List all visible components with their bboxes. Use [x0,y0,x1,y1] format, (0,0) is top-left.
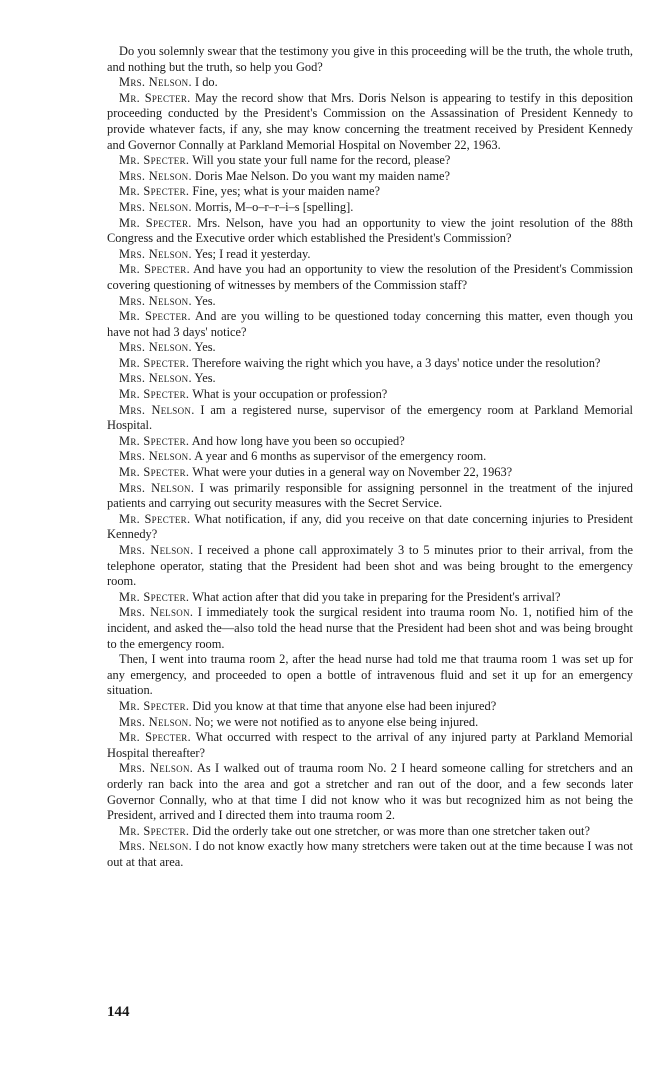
speaker-label: Mrs. Nelson. [119,340,192,355]
paragraph-text: Did you know at that time that anyone else had been injured? [192,698,497,713]
speaker-label: Mrs. Nelson. [119,839,192,854]
paragraph-text: As I walked out of trauma room No. 2 I heard someone calling for stretchers and an orderly ran back into the area and got a stretcher and ran out of the door, and a few seconds later Governor Connally, who at that time I did not know who it was but recognized him as not being the President, arrived and I directed them into trauma room 2. [107,761,633,823]
paragraph [107,216,633,247]
speaker-label: Mrs. Nelson. [119,480,195,495]
paragraph [107,652,633,699]
paragraph [107,169,633,185]
paragraph [107,200,633,216]
document-body [107,44,633,870]
paragraph [107,403,633,434]
paragraph-text: Do you solemnly swear that the testimony you give in this proceeding will be the truth, the whole truth, and nothing but the truth, so help you God? [107,44,633,74]
speaker-label: Mrs. Nelson. [119,402,195,417]
paragraph [107,294,633,310]
speaker-label: Mrs. Nelson. [119,449,192,464]
paragraph-text: Yes. [194,340,216,355]
speaker-label: Mrs. Nelson. [119,714,192,729]
paragraph-text: Doris Mae Nelson. Do you want my maiden name? [194,168,450,183]
speaker-label: Mr. Specter. [119,589,190,604]
paragraph [107,91,633,153]
paragraph-text: May the record show that Mrs. Doris Nelson is appearing to testify in this deposition proceeding conducted by the President's Commission on the Assassination of President Kennedy to provide whatever facts, if any, she may know concerning the treatment received by President Kennedy and Governor Connally at Parkland Memorial Hospital on November 22, 1963. [107,90,633,152]
paragraph [107,309,633,340]
paragraph-text: And are you willing to be questioned today concerning this matter, even though you have not had 3 days' notice? [107,309,634,339]
paragraph-text: Morris, M–o–r–r–i–s [spelling]. [194,199,354,214]
paragraph [107,839,633,870]
paragraph [107,371,633,387]
paragraph-text: And have you had an opportunity to view the resolution of the President's Commission covering questioning of witnesses by members of the Commission staff? [107,262,633,292]
speaker-label: Mr. Specter. [119,262,191,277]
paragraph [107,434,633,450]
paragraph-text: A year and 6 months as supervisor of the emergency room. [194,449,487,464]
speaker-label: Mr. Specter. [119,355,190,370]
speaker-label: Mr. Specter. [119,90,191,105]
paragraph-text: I received a phone call approximately 3 to 5 minutes prior to their arrival, from the telephone operator, stating that the President had been shot and was being brought to the emergency room. [107,543,633,589]
paragraph [107,465,633,481]
speaker-label: Mrs. Nelson. [119,605,194,620]
paragraph [107,512,633,543]
paragraph-text: What is your occupation or profession? [192,387,388,402]
paragraph [107,340,633,356]
paragraph [107,449,633,465]
speaker-label: Mrs. Nelson. [119,75,192,90]
paragraph-text: Then, I went into trauma room 2, after the head nurse had told me that trauma room 1 was set up for any emergency, and proceeded to open a bottle of intravenous fluid and set it up for an emergency situation. [107,652,633,698]
paragraph-text: What were your duties in a general way on November 22, 1963? [192,465,513,480]
paragraph-text: Will you state your full name for the record, please? [192,153,451,168]
speaker-label: Mr. Specter. [119,465,190,480]
page-number: 144 [107,1004,130,1020]
paragraph-text: I was primarily responsible for assigning personnel in the treatment of the injured patients and carrying out security measures with the Secret Service. [107,480,633,511]
paragraph [107,44,633,75]
paragraph-text: Fine, yes; what is your maiden name? [192,184,380,199]
paragraph [107,153,633,169]
paragraph [107,75,633,91]
paragraph [107,481,633,512]
paragraph [107,605,633,652]
paragraph [107,699,633,715]
paragraph [107,184,633,200]
speaker-label: Mr. Specter. [119,511,191,526]
speaker-label: Mr. Specter. [119,823,190,838]
paragraph-text: What occurred with respect to the arrival of any injured party at Parkland Memorial Hospital thereafter? [107,730,633,760]
paragraph-text: Did the orderly take out one stretcher, or was more than one stretcher taken out? [192,823,590,838]
speaker-label: Mr. Specter. [119,698,190,713]
paragraph-text: What notification, if any, did you receive on that date concerning injuries to President Kennedy? [107,511,634,542]
speaker-label: Mrs. Nelson. [119,543,194,557]
speaker-label: Mr. Specter. [119,309,191,324]
paragraph-text: What action after that did you take in preparing for the President's arrival? [192,589,561,604]
paragraph-text: No; we were not notified as to anyone else being injured. [194,714,479,729]
paragraph [107,247,633,263]
paragraph-text: I immediately took the surgical resident into trauma room No. 1, notified him of the incident, and asked the—also told the head nurse that the President had been shot and was being brought to the emergency room. [107,605,633,651]
speaker-label: Mr. Specter. [119,433,190,448]
paragraph-text: I do. [194,75,218,90]
speaker-label: Mr. Specter. [119,153,190,168]
paragraph [107,761,633,823]
speaker-label: Mrs. Nelson. [119,246,192,261]
paragraph [107,387,633,403]
speaker-label: Mrs. Nelson. [119,199,192,214]
speaker-label: Mr. Specter. [119,387,190,402]
speaker-label: Mr. Specter. [119,215,192,230]
paragraph [107,543,633,590]
paragraph [107,730,633,761]
speaker-label: Mrs. Nelson. [119,761,194,776]
paragraph-text: Yes. [194,371,216,386]
paragraph [107,715,633,731]
paragraph-text: Therefore waiving the right which you have, a 3 days' notice under the resolution? [192,355,601,370]
speaker-label: Mrs. Nelson. [119,293,192,308]
paragraph-text: Mrs. Nelson, have you had an opportunity to view the joint resolution of the 88th Congress and the Executive order which established the President's Commission? [107,215,633,246]
speaker-label: Mr. Specter. [119,730,192,745]
speaker-label: Mrs. Nelson. [119,371,192,386]
paragraph [107,262,633,293]
paragraph-text: And how long have you been so occupied? [191,433,405,448]
paragraph-text: Yes; I read it yesterday. [194,246,311,261]
paragraph-text: I am a registered nurse, supervisor of the emergency room at Parkland Memorial Hospital. [107,402,633,433]
paragraph [107,590,633,606]
speaker-label: Mrs. Nelson. [119,168,192,183]
paragraph-text: Yes. [194,293,216,308]
paragraph [107,824,633,840]
paragraph-text: I do not know exactly how many stretchers were taken out at the time because I was not out at that area. [107,839,633,869]
speaker-label: Mr. Specter. [119,184,190,199]
paragraph [107,356,633,372]
